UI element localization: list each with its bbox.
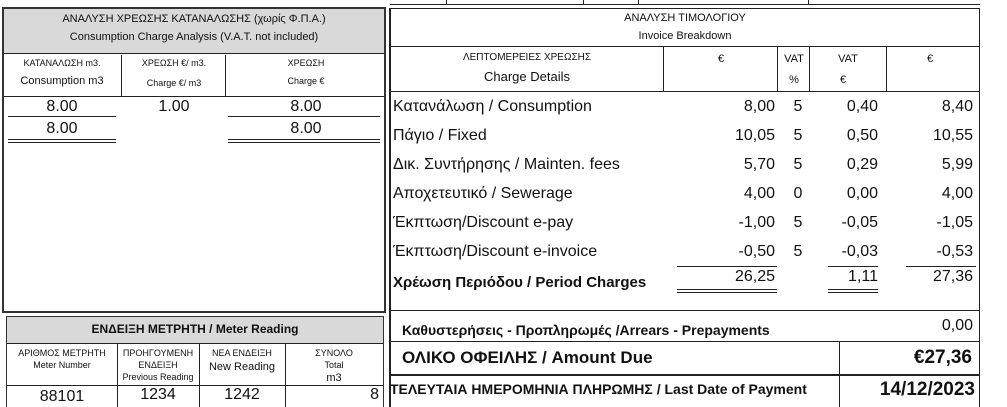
invoice-title-en: Invoice Breakdown <box>638 30 732 42</box>
invoice-row-vat-pct: 5 <box>793 98 803 115</box>
invoice-row-label: Αποχετευτικό / Sewerage <box>393 185 573 202</box>
left-row1-charge: 8.00 <box>290 98 322 115</box>
invoice-row-vat-pct: 5 <box>793 243 803 260</box>
invoice-row-vat: 0,50 <box>846 127 878 144</box>
previous-reading-value: 1234 <box>140 386 176 403</box>
invoice-row-amount: 10,05 <box>734 127 775 144</box>
meter-number-value: 88101 <box>39 388 85 405</box>
previous-header-gr2: ΕΝΔΕΙΞΗ <box>138 360 178 370</box>
col-consumption-header-en: Consumption m3 <box>20 75 104 87</box>
invoice-row-label: Έκπτωση/Discount e-pay <box>393 214 574 231</box>
invoice-row-vat-pct: 5 <box>793 214 803 231</box>
invoice-title-gr: ΑΝΑΛΥΣΗ ΤΙΜΟΛΟΓΙΟΥ <box>624 12 746 24</box>
invoice-row-amount: 4,00 <box>743 185 775 202</box>
new-header-gr: ΝΕΑ ΕΝΔΕΙΞΗ <box>212 348 272 358</box>
period-charges-vat: 1,11 <box>848 268 878 285</box>
total-header-unit: m3 <box>326 372 342 384</box>
invoice-row-total: -1,05 <box>936 214 973 231</box>
vat-eur-header-bottom: € <box>840 74 847 86</box>
invoice-row-vat: -0,05 <box>841 214 878 231</box>
previous-header-en: Previous Reading <box>122 372 194 382</box>
details-header-en: Charge Details <box>484 69 570 84</box>
total-header-gr: ΣΥΝΟΛΟ <box>315 348 353 358</box>
invoice-row-vat: -0,03 <box>841 243 878 260</box>
col-charge-header-gr: ΧΡΕΩΣΗ <box>287 58 325 68</box>
amount-due-value: €27,36 <box>913 347 972 368</box>
invoice-row-amount: 8,00 <box>743 98 775 115</box>
amount-header: € <box>717 53 725 65</box>
col-rate-header-gr: ΧΡΕΩΣΗ €/ m3. <box>141 58 207 68</box>
details-header-gr: ΛΕΠΤΟΜΕΡΕΙΕΣ ΧΡΕΩΣΗΣ <box>462 52 592 63</box>
total-header-en: Total <box>324 360 344 370</box>
invoice-row-vat-pct: 5 <box>793 156 803 173</box>
new-reading-value: 1242 <box>224 386 260 403</box>
invoice-row-vat: 0,00 <box>846 185 878 202</box>
col-rate-header-en: Charge €/ m3 <box>146 78 202 88</box>
invoice-row-total: 5,99 <box>941 156 973 173</box>
vat-pct-header-top: VAT <box>784 53 804 65</box>
invoice-row-amount: -0,50 <box>738 243 775 260</box>
invoice-row-vat-pct: 0 <box>793 185 803 202</box>
meter-number-header-gr: ΑΡΙΘΜΟΣ ΜΕΤΡΗΤΗ <box>18 348 106 358</box>
invoice-row-total: 8,40 <box>941 98 973 115</box>
invoice-row-label: Πάγιο / Fixed <box>393 127 487 144</box>
consumption-title-gr: ΑΝΑΛΥΣΗ ΧΡΕΩΣΗΣ ΚΑΤΑΝΑΛΩΣΗΣ (χωρίς Φ.Π.Α.) <box>62 13 326 25</box>
period-charges-label: Χρέωση Περιόδου / Period Charges <box>393 274 647 291</box>
left-row2-consumption: 8.00 <box>46 120 78 137</box>
invoice-row-label: Έκπτωση/Discount e-invoice <box>393 243 598 260</box>
consumption-title-en: Consumption Charge Analysis (V.A.T. not included) <box>69 31 319 43</box>
invoice-row-vat: 0,40 <box>846 98 878 115</box>
invoice-row-vat-pct: 5 <box>793 127 803 144</box>
invoice-row-total: 10,55 <box>932 127 973 144</box>
invoice-row-amount: 5,70 <box>743 156 775 173</box>
arrears-label: Καθυστερήσεις - Προπληρωμές /Arrears - Prepayments <box>402 322 770 338</box>
total-reading-value: 8 <box>370 386 379 403</box>
vat-pct-header-bottom: % <box>789 74 799 86</box>
meter-number-header-en: Meter Number <box>33 360 91 370</box>
previous-header-gr1: ΠΡΟΗΓΟΥΜΕΝΗ <box>122 348 194 358</box>
period-charges-total: 27,36 <box>932 268 973 285</box>
left-row1-rate: 1.00 <box>158 98 190 115</box>
invoice-row-label: Δικ. Συντήρησης / Mainten. fees <box>393 156 620 173</box>
amount-due-label: ΟΛΙΚΟ ΟΦΕΙΛΗΣ / Amount Due <box>402 348 653 367</box>
new-header-en: New Reading <box>208 361 276 373</box>
left-row1-consumption: 8.00 <box>46 98 78 115</box>
period-charges-amount: 26,25 <box>734 268 775 285</box>
invoice-row-amount: -1,00 <box>738 214 775 231</box>
invoice-row-label: Κατανάλωση / Consumption <box>393 98 592 115</box>
last-payment-date-value: 14/12/2023 <box>879 379 975 400</box>
invoice-row-total: -0,53 <box>936 243 973 260</box>
invoice-row-vat: 0,29 <box>846 156 878 173</box>
col-charge-header-en: Charge € <box>287 76 325 86</box>
left-row2-charge: 8.00 <box>290 120 322 137</box>
meter-reading-title: ΕΝΔΕΙΞΗ ΜΕΤΡΗΤΗ / Meter Reading <box>91 322 299 336</box>
last-payment-date-label: ΤΕΛΕΥΤΑΙΑ ΗΜΕΡΟΜΗΝΙΑ ΠΛΗΡΩΜΗΣ / Last Date of Payment <box>390 381 807 397</box>
invoice-row-total: 4,00 <box>941 185 973 202</box>
col-consumption-header-gr: ΚΑΤΑΝΑΛΩΣΗ m3. <box>23 58 101 68</box>
arrears-value: 0,00 <box>941 317 973 334</box>
total-eur-header: € <box>927 53 934 65</box>
vat-eur-header-top: VAT <box>838 53 858 65</box>
